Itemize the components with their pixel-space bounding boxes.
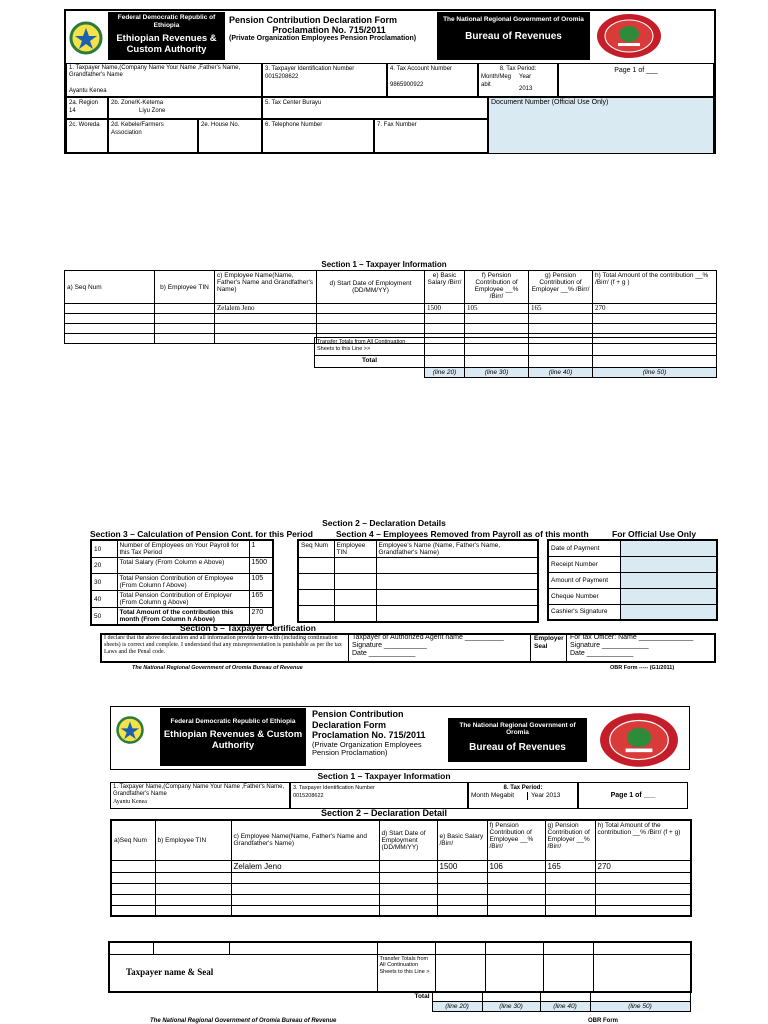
kebele-cell[interactable] xyxy=(108,119,198,154)
region-label: 2a. Region xyxy=(69,100,99,106)
woreda-label: 2c. Woreda xyxy=(69,122,100,128)
regional-block xyxy=(437,12,590,60)
officer-block xyxy=(566,634,718,662)
table-row[interactable] xyxy=(298,606,538,622)
agent-name[interactable]: Taxpayer or Authorized Agent name __________ xyxy=(352,634,504,641)
ethiopia-emblem-icon-2 xyxy=(114,710,146,750)
page-label: Page 1 of ___ xyxy=(614,67,658,74)
footer-left-2: The National Regional Government of Oromia Bureau of Revenue xyxy=(150,1018,337,1024)
s1-h-start: d) Start Date of Employment (DD/MM/YY) xyxy=(317,271,425,304)
s1-transfer: Transfer Totals from All Continuation Sheets to this Line >> xyxy=(315,338,425,356)
agent-signature[interactable]: Signature ___________ xyxy=(352,642,427,649)
s2b-h-salary: e) Basic Salary /Birr/ xyxy=(437,820,487,860)
s1-h-seq: a) Seq Num xyxy=(65,271,155,304)
zone-label: 2b. Zone/K-Ketema xyxy=(111,100,164,106)
s2b-h-total: h) Total Amount of the contribution __% /Birr/ (f + g) xyxy=(595,820,691,860)
gov-title: Federal Democratic Republic of Ethiopia xyxy=(117,14,216,29)
oromia-seal-icon-2 xyxy=(592,712,686,768)
s1-h-tin: b) Employee TIN xyxy=(155,271,215,304)
agency-name-2: Ethiopian Revenues & Custom Authority xyxy=(163,729,303,751)
tin-value-2: 0015208622 xyxy=(293,793,324,799)
house-label: 2e. House No. xyxy=(201,122,240,128)
taxpayer-label-2: 1. Taxpayer Name,(Company Name Your Name ,Father's Name, Grandfather's Name xyxy=(113,784,285,797)
year-value: 2013 xyxy=(519,86,533,92)
form-subtitle-2: (Private Organization Employees Pension Proclamation) xyxy=(312,739,422,757)
section5-title: Section 5 – Taxpayer Certification xyxy=(180,623,316,633)
s2b-line20: (line 20) xyxy=(432,1002,482,1012)
transfer-label-2: Transfer Totals from All Continuation Sheets to this Line > xyxy=(377,954,435,992)
total-label-2: Total xyxy=(414,992,430,1000)
s1-row-employee[interactable]: 105 xyxy=(465,304,529,314)
table-row[interactable] xyxy=(111,883,691,894)
doc-number-cell xyxy=(488,97,714,154)
fax-cell[interactable] xyxy=(374,119,488,154)
official-row-cheque: Cheque Number xyxy=(548,588,620,604)
s4-h-tin: Employee TIN xyxy=(334,540,376,558)
woreda-cell[interactable] xyxy=(66,119,108,154)
account-cell[interactable] xyxy=(387,63,478,97)
zone-cell[interactable] xyxy=(108,97,262,119)
s3-value-10[interactable]: 1 xyxy=(249,540,273,558)
page-cell xyxy=(558,63,714,97)
table-row[interactable] xyxy=(298,574,538,590)
section3-title: Section 3 – Calculation of Pension Cont. for this Period xyxy=(90,529,313,539)
s2b-row-employee[interactable]: 106 xyxy=(487,860,545,872)
period-label: 8. Tax Period: xyxy=(499,66,537,72)
gov-header-block xyxy=(108,12,225,60)
employer-seal-label: Employer Seal xyxy=(530,635,566,662)
s1-h-salary: e) Basic Salary /Birr/ xyxy=(425,271,465,304)
officer-name[interactable]: For tax Officer: Name ______________ xyxy=(570,634,694,641)
agent-date[interactable]: Date ____________ xyxy=(352,650,416,657)
s2b-h-employer: g) Pension Contribution of Employer __% /Birr/ xyxy=(545,820,595,860)
section1-title-2: Section 1 – Taxpayer Information xyxy=(317,771,451,781)
tin-label-2: 3. Taxpayer Identification Number xyxy=(293,785,375,791)
gov-header-block-2 xyxy=(160,708,306,766)
tin-value: 0015208622 xyxy=(265,74,299,80)
declaration-text: I declare that the above declaration and all information provide here-with (including continuation sheets) is correct and complete. I understand that any misrepresentation is punishable as per the tax Laws and the Penal code. xyxy=(104,635,342,655)
agency-name: Ethiopian Revenues & Custom Authority xyxy=(116,33,217,55)
s2b-row-salary[interactable]: 1500 xyxy=(437,860,487,872)
section4-table xyxy=(297,539,539,623)
table-row[interactable] xyxy=(111,860,691,872)
table-row[interactable] xyxy=(111,872,691,883)
gov-title-2: Federal Democratic Republic of Ethiopia xyxy=(170,718,296,725)
s1-h-employee: f) Pension Contribution of Employee __% /Birr/ xyxy=(465,271,529,304)
taxpayer-seal-label: Taxpayer name & Seal xyxy=(126,966,214,977)
official-row-receipt: Receipt Number xyxy=(548,556,620,572)
s2b-line50: (line 50) xyxy=(590,1002,690,1012)
table-row[interactable] xyxy=(109,942,691,954)
proclamation: Proclamation No. 715/2011 xyxy=(272,25,386,35)
section2-table-2 xyxy=(110,819,692,917)
footer-right: OBR Form ----- (G1/2011) xyxy=(610,665,675,671)
bureau-name-2: Bureau of Revenues xyxy=(469,742,566,753)
s1-row-salary[interactable]: 1500 xyxy=(425,304,465,314)
s1-line40: (line 40) xyxy=(529,368,593,378)
section1-table xyxy=(64,270,717,344)
official-row-date: Date of Payment xyxy=(548,540,620,556)
table-row[interactable] xyxy=(65,324,717,334)
taxpayer-value-2: Ayantu Kenea xyxy=(113,799,147,805)
agent-block xyxy=(348,634,534,662)
s2b-row-employer[interactable]: 165 xyxy=(545,860,595,872)
official-row-signature: Cashier's Signature xyxy=(548,604,620,620)
official-row-amount: Amount of Payment xyxy=(548,572,620,588)
section1-title: Section 1 – Taxpayer Information xyxy=(321,260,447,269)
regional-gov-2: The National Regional Government of Oromia xyxy=(459,722,576,736)
s3-value-20[interactable]: 1500 xyxy=(249,558,273,574)
section2-title: Section 2 – Declaration Details xyxy=(322,518,446,528)
month-value-2: Month Megabit xyxy=(471,792,528,800)
s2b-h-employee: f) Pension Contribution of Employee __% /Birr/ xyxy=(487,820,545,860)
s3-num-30: 30 xyxy=(91,574,117,591)
section1-totals xyxy=(314,337,717,378)
s3-label-40: Total Pension Contribution of Employer (From Column g Above) xyxy=(117,591,249,608)
s2b-h-name: c) Employee Name(Name, Father's Name and Grandfather's Name) xyxy=(231,820,379,860)
footer-left: The National Regional Government of Oromia Bureau of Revenue xyxy=(132,665,303,671)
form2-totals-table xyxy=(374,991,691,1012)
s3-value-50[interactable]: 270 xyxy=(249,608,273,626)
s3-value-40[interactable]: 165 xyxy=(249,591,273,608)
official-title: For Official Use Only xyxy=(612,529,697,539)
s1-row-total[interactable]: 270 xyxy=(593,304,717,314)
tin-label: 3. Taxpayer Identification Number xyxy=(265,66,355,72)
s1-row-employer[interactable]: 165 xyxy=(529,304,593,314)
account-label: 4. Tax Account Number xyxy=(390,66,452,72)
taxpayer-name-label: 1. Taxpayer Name,(Company Name Your Name ,Father's Name, Grandfather's Name xyxy=(69,65,241,78)
form-title-2: Pension Contribution Declaration Form Proclamation No. 715/2011 xyxy=(312,709,426,740)
s3-value-30[interactable]: 105 xyxy=(249,574,273,591)
s1-line30: (line 30) xyxy=(465,368,529,378)
s2b-h-start: d) Start Date of Employment (DD/MM/YY) xyxy=(379,820,437,860)
s3-num-10: 10 xyxy=(91,540,117,558)
taxpayer-cell-2[interactable] xyxy=(110,782,290,809)
zone-value: Liyu Zone xyxy=(139,108,166,114)
tax-period-cell[interactable] xyxy=(478,63,558,97)
bureau-name: Bureau of Revenues xyxy=(465,31,562,42)
regional-gov: The National Regional Government of Oromia xyxy=(443,16,584,23)
oromia-seal-icon xyxy=(596,13,662,59)
s2b-line40: (line 40) xyxy=(540,1002,590,1012)
region-value: 14 xyxy=(69,108,76,114)
region-cell[interactable] xyxy=(66,97,108,119)
official-table xyxy=(547,539,718,621)
taxpayer-name-value: Ayantu Kenea xyxy=(69,88,107,94)
s2b-row-name[interactable]: Zelalem Jeno xyxy=(231,860,379,872)
period-label-2: 8. Tax Period: xyxy=(503,785,543,791)
table-row[interactable] xyxy=(111,894,691,905)
s1-row-name[interactable]: Zelalem Jeno xyxy=(215,304,317,314)
s3-num-20: 20 xyxy=(91,558,117,574)
s2b-h-seq: a)Seq Num xyxy=(111,820,155,860)
s1-h-name: c) Employee Name(Name, Father's Name and Grandfather's Name) xyxy=(215,271,317,304)
s4-h-name: Employee's Name (Name, Father's Name, Grandfather's Name) xyxy=(376,540,538,558)
ethiopia-emblem-icon xyxy=(68,14,104,62)
form-title-block-2 xyxy=(312,709,442,757)
tin-cell[interactable] xyxy=(262,63,387,97)
s2b-h-tin: b) Employee TIN xyxy=(155,820,231,860)
s3-label-30: Total Pension Contribution of Employee (From Column f Above) xyxy=(117,574,249,591)
tax-center-label: 5. Tax Center Burayu xyxy=(265,100,322,106)
page-label-2: Page 1 of ___ xyxy=(610,792,656,799)
s1-total-label: Total xyxy=(315,356,425,368)
house-cell[interactable] xyxy=(198,119,262,154)
phone-cell[interactable] xyxy=(262,119,374,154)
s3-label-10: Number of Employees on Your Payroll for this Tax Period xyxy=(117,540,249,558)
officer-date[interactable]: Date ____________ xyxy=(570,650,634,657)
s1-h-total: h) Total Amount of the contribution __% /Birr/ (f + g ) xyxy=(593,271,717,304)
year-value-2: Year 2013 xyxy=(531,792,561,799)
officer-signature[interactable]: Signature ____________ xyxy=(570,642,649,649)
year-label: Year xyxy=(519,74,532,80)
form-title: Pension Contribution Declaration Form xyxy=(229,15,398,25)
section4-title: Section 4 – Employees Removed from Payroll as of this month xyxy=(336,529,589,539)
form-title-block xyxy=(229,15,429,43)
table-row[interactable] xyxy=(65,314,717,324)
s1-h-employer: g) Pension Contribution of Employer __% /Birr/ xyxy=(529,271,593,304)
table-row[interactable] xyxy=(298,590,538,606)
kebele-label: 2d. Kebele/Farmers Association xyxy=(111,122,164,136)
tax-center-cell[interactable] xyxy=(262,97,488,119)
phone-label: 6. Telephone Number xyxy=(265,122,323,128)
doc-number-label: Document Number (Official Use Only) xyxy=(491,99,609,106)
month-label: Month/Meg abit xyxy=(481,74,512,88)
taxpayer-name-cell[interactable] xyxy=(66,63,262,97)
s1-line20: (line 20) xyxy=(425,368,465,378)
period-cell-2[interactable] xyxy=(468,782,578,809)
s2b-line30: (line 30) xyxy=(482,1002,540,1012)
s3-num-50: 50 xyxy=(91,608,117,626)
fax-label: 7. Fax Number xyxy=(377,122,417,128)
tin-cell-2[interactable] xyxy=(290,782,468,809)
s3-label-50: Total Amount of the contribution this month (From Column h Above) xyxy=(117,608,249,626)
page-cell-2 xyxy=(578,782,688,809)
form-subtitle: (Private Organization Employees Pension Proclamation) xyxy=(229,35,417,42)
section3-table xyxy=(90,539,274,626)
s1-line50: (line 50) xyxy=(593,368,717,378)
s3-label-20: Total Salary (From Column e Above) xyxy=(117,558,249,574)
table-row[interactable] xyxy=(298,558,538,574)
table-row[interactable] xyxy=(111,905,691,916)
footer-right-2: OBR Form xyxy=(588,1018,618,1024)
form2-bottom-table xyxy=(108,941,692,993)
s4-h-seq: Seq Num xyxy=(298,540,334,558)
regional-block-2 xyxy=(448,718,587,762)
account-value: 9865900922 xyxy=(390,82,424,88)
s3-num-40: 40 xyxy=(91,591,117,608)
s2b-row-total[interactable]: 270 xyxy=(595,860,691,872)
section2-title-2: Section 2 – Declaration Detail xyxy=(320,808,448,818)
table-row[interactable] xyxy=(65,304,717,314)
